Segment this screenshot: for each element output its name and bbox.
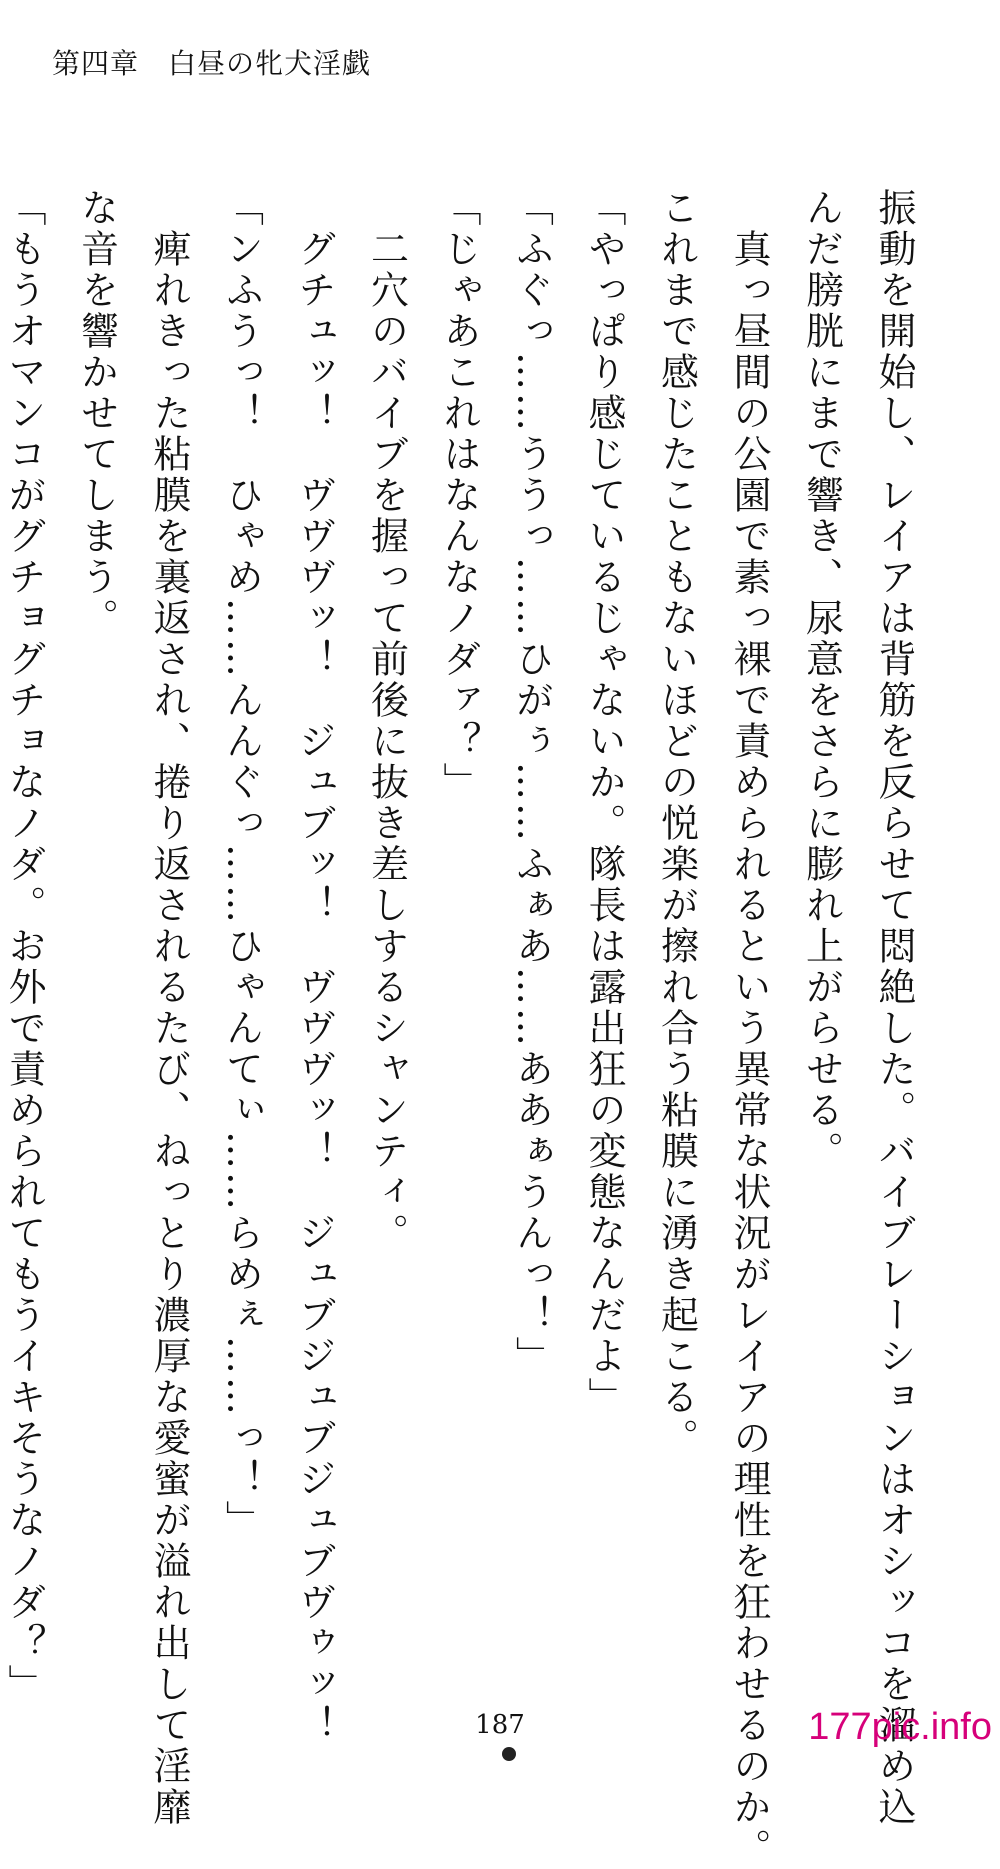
- text-line: 「ふぐっ……ううっ……ひがぅ……ふぁあ……ああぁうんっ！」: [509, 188, 554, 1377]
- text-line: 痺れきった粘膜を裏返され、捲り返されるたび、ねっとり濃厚な愛蜜が溢れ出して淫靡: [147, 188, 191, 1828]
- text-line: な音を響かせてしまう。: [74, 188, 119, 639]
- text-line: んだ膀胱にまで響き、尿意をさらに膨れ上がらせる。: [799, 188, 844, 1172]
- text-line: 「もうオマンコがグチョグチョなノダ。お外で責められてもうイキそうなノダ？」: [2, 188, 46, 1705]
- text-line: 二穴のバイブを握って前後に抜き差しするシャンティ。: [364, 188, 409, 1254]
- text-line: 振動を開始し、レイアは背筋を反らせて悶絶した。バイブレーションはオシッコを溜め込: [872, 188, 916, 1828]
- text-line: グチュッ！ ヴヴヴッ！ ジュブッ！ ヴヴヴッ！ ジュブジュブジュブヴゥッ！: [292, 188, 336, 1746]
- text-line: 「やっぱり感じているじゃないか。隊長は露出狂の変態なんだよ」: [582, 188, 626, 1418]
- text-line: これまで感じたこともないほどの悦楽が擦れ合う粘膜に湧き起こる。: [654, 188, 699, 1459]
- text-line: 「ンふうっ！ ひゃめ……んんぐっ……ひゃんてぃ……らめぇ……っ！」: [219, 188, 264, 1541]
- text-line: 「じゃあこれはなんなノダァ？」: [437, 188, 481, 803]
- text-line: 真っ昼間の公園で素っ裸で責められるという異常な状況がレイアの理性を狂わせるのか。: [727, 188, 771, 1869]
- watermark: 177pic.info: [808, 1706, 992, 1748]
- bullet-dot: [502, 1747, 516, 1761]
- chapter-header: 第四章 白昼の牝犬淫戯: [52, 47, 372, 80]
- page-number: 187: [475, 1710, 525, 1740]
